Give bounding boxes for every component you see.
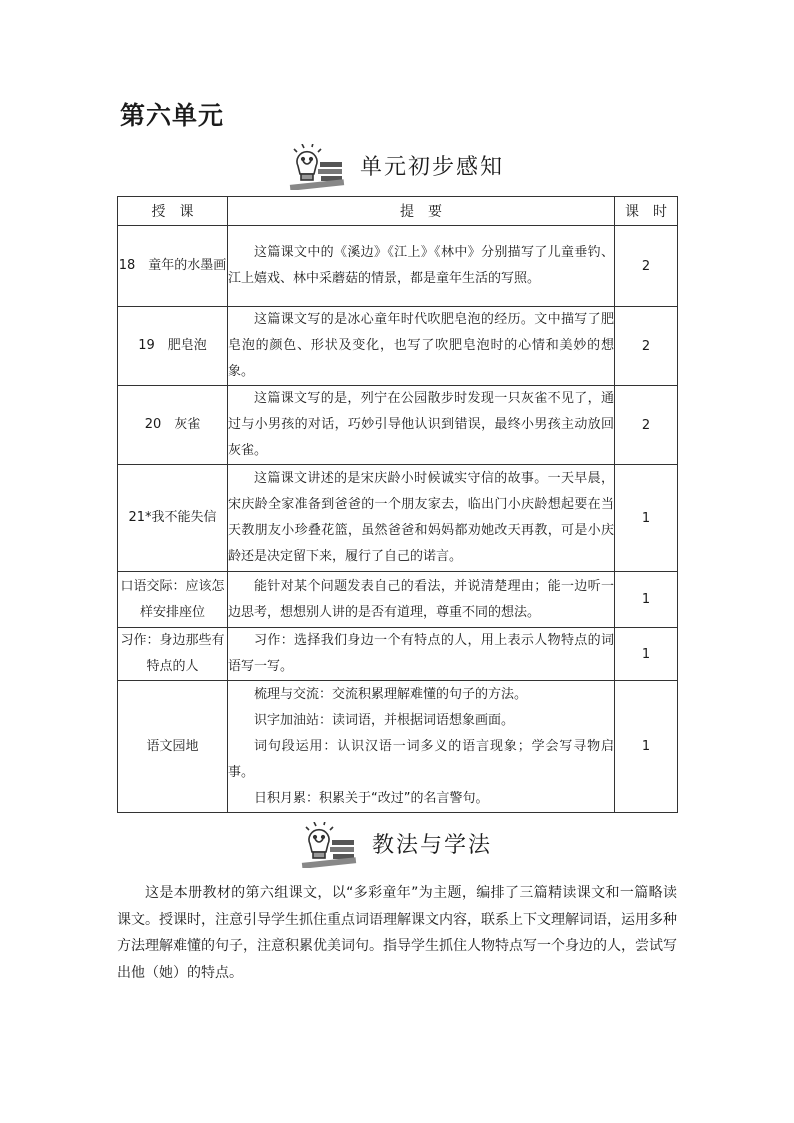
summary-cell	[228, 681, 615, 813]
summary-text: 这篇课文讲述的是宋庆龄小时候诚实守信的故事。一天早晨，宋庆龄全家准备到爸爸的一个朋友家去，临出门小庆龄想起要在当天教朋友小珍叠花篮，虽然爸爸和妈妈都劝她改天再教，可是小庆龄还是决定留下来，履行了自己的诺言。	[228, 471, 614, 564]
summary-cell	[228, 465, 615, 572]
summary-cell	[228, 628, 615, 681]
summary-cell	[228, 572, 615, 628]
unit-title: 第六单元	[120, 101, 225, 130]
hours-cell: 1	[615, 628, 678, 681]
hours-cell: 1	[615, 465, 678, 572]
section-header-teaching-methods	[300, 822, 520, 872]
header-hours: 课 时	[615, 197, 678, 226]
lesson-cell: 21*我不能失信	[118, 465, 228, 572]
table-header-row	[118, 197, 678, 226]
section-title-teaching-methods: 教法与学法	[372, 833, 493, 858]
hours-cell: 1	[615, 572, 678, 628]
summary-text: 这篇课文写的是冰心童年时代吹肥皂泡的经历。文中描写了肥皂泡的颜色、形状及变化，也写了吹肥皂泡时的心情和美妙的想象。	[228, 312, 614, 379]
table-row	[118, 307, 678, 386]
table-row	[118, 572, 678, 628]
table-row	[118, 465, 678, 572]
hours-cell: 1	[615, 681, 678, 813]
hours-cell: 2	[615, 307, 678, 386]
lesson-cell: 18 童年的水墨画	[118, 226, 228, 307]
table-row	[118, 681, 678, 813]
hours-cell: 2	[615, 226, 678, 307]
summary-item: 识字加油站：读词语，并根据词语想象画面。	[254, 712, 515, 728]
teaching-paragraph: 这是本册教材的第六组课文，以“多彩童年”为主题，编排了三篇精读课文和一篇略读课文。授课时，注意引导学生抓住重点词语理解课文内容，联系上下文理解词语，运用多种方法理解难懂的句子，注意积累优美词句。指导学生抓住人物特点写一个身边的人，尝试写出他（她）的特点。	[117, 885, 677, 981]
summary-text: 这篇课文中的《溪边》《江上》《林中》分别描写了儿童垂钓、江上嬉戏、林中采蘑菇的情景，都是童年生活的写照。	[228, 245, 614, 286]
summary-item: 日积月累：积累关于“改过”的名言警句。	[254, 790, 489, 806]
lightbulb-books-icon	[288, 144, 346, 190]
lesson-plan-table	[117, 196, 678, 813]
section-header-unit-overview	[288, 144, 528, 194]
lesson-cell: 口语交际：应该怎样安排座位	[118, 572, 228, 628]
hours-cell: 2	[615, 386, 678, 465]
lightbulb-books-icon	[300, 822, 358, 868]
section-title-unit-overview: 单元初步感知	[360, 155, 505, 180]
lesson-cell: 语文园地	[118, 681, 228, 813]
lesson-cell: 20 灰雀	[118, 386, 228, 465]
summary-cell	[228, 226, 615, 307]
lesson-cell: 习作：身边那些有特点的人	[118, 628, 228, 681]
table-row	[118, 226, 678, 307]
summary-text: 这篇课文写的是，列宁在公园散步时发现一只灰雀不见了，通过与小男孩的对话，巧妙引导他认识到错误，最终小男孩主动放回灰雀。	[228, 391, 614, 458]
summary-cell	[228, 307, 615, 386]
summary-text: 习作：选择我们身边一个有特点的人，用上表示人物特点的词语写一写。	[228, 633, 614, 674]
summary-cell	[228, 386, 615, 465]
table-row	[118, 386, 678, 465]
summary-item: 词句段运用：认识汉语一词多义的语言现象；学会写寻物启事。	[228, 738, 614, 780]
table-row	[118, 628, 678, 681]
summary-item: 梳理与交流：交流积累理解难懂的句子的方法。	[254, 686, 528, 702]
header-lesson: 授 课	[118, 197, 228, 226]
summary-text: 能针对某个问题发表自己的看法，并说清楚理由；能一边听一边思考，想想别人讲的是否有道理，尊重不同的想法。	[228, 578, 614, 620]
header-summary: 提 要	[228, 197, 615, 226]
lesson-cell: 19 肥皂泡	[118, 307, 228, 386]
